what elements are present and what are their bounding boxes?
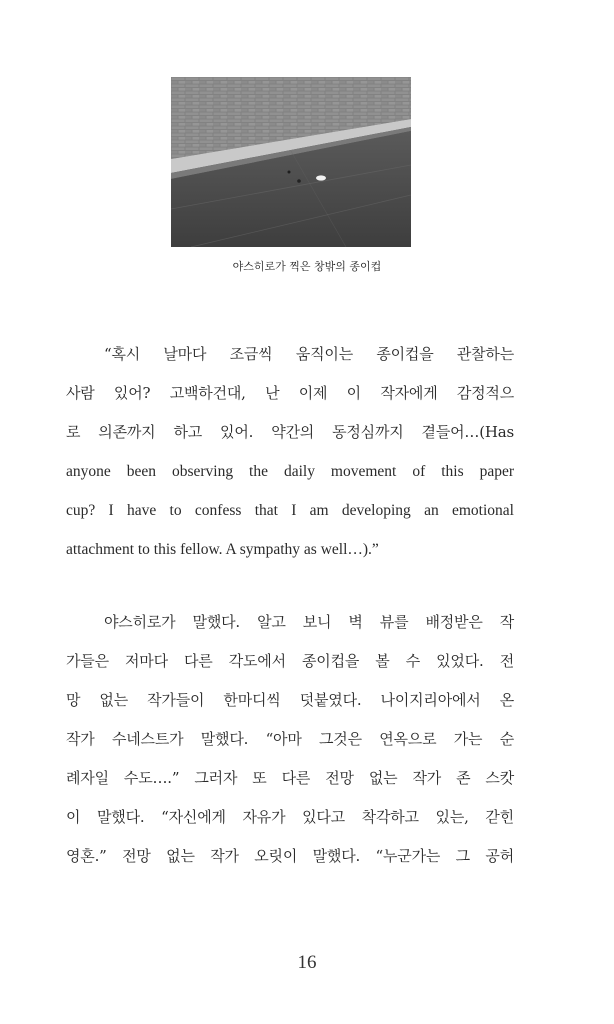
rooftop-photo-image bbox=[171, 77, 411, 247]
text-line: 영혼.” 전망 없는 작가 오릿이 말했다. “누군가는 그 공허 bbox=[66, 847, 514, 865]
text-line: 가들은 저마다 다른 각도에서 종이컵을 볼 수 있었다. 전 bbox=[66, 652, 514, 670]
text-line: anyone been observing the daily movement of this paper bbox=[66, 463, 514, 480]
text-line: 사람 있어? 고백하건대, 난 이제 이 작자에게 감정적으 bbox=[66, 384, 514, 402]
paper-cup-mark bbox=[316, 175, 326, 180]
text-line: “혹시 날마다 조금씩 움직이는 종이컵을 관찰하는 bbox=[104, 345, 514, 363]
rooftop-photo bbox=[171, 77, 411, 247]
page-number: 16 bbox=[297, 952, 317, 973]
paragraph-1 bbox=[66, 335, 514, 569]
text-line: 야스히로가 말했다. 알고 보니 벽 뷰를 배정받은 작 bbox=[104, 613, 514, 631]
photo-caption: 야스히로가 찍은 창밖의 종이컵 bbox=[232, 260, 382, 273]
text-line: 로 의존까지 하고 있어. 약간의 동정심까지 곁들어…(Has bbox=[66, 423, 514, 441]
paragraph-2 bbox=[66, 603, 514, 876]
text-line: 작가 수네스트가 말했다. “아마 그것은 연옥으로 가는 순 bbox=[66, 730, 514, 748]
text-line: 이 말했다. “자신에게 자유가 있다고 착각하고 있는, 갇힌 bbox=[66, 808, 514, 826]
text-line: attachment to this fellow. A sympathy as well…).” bbox=[66, 541, 379, 558]
text-line: 례자일 수도….” 그러자 또 다른 전망 없는 작가 존 스캇 bbox=[66, 769, 514, 787]
text-line: 망 없는 작가들이 한마디씩 덧붙였다. 나이지리아에서 온 bbox=[66, 691, 514, 709]
text-line: cup? I have to confess that I am developing an emotional bbox=[66, 502, 514, 519]
